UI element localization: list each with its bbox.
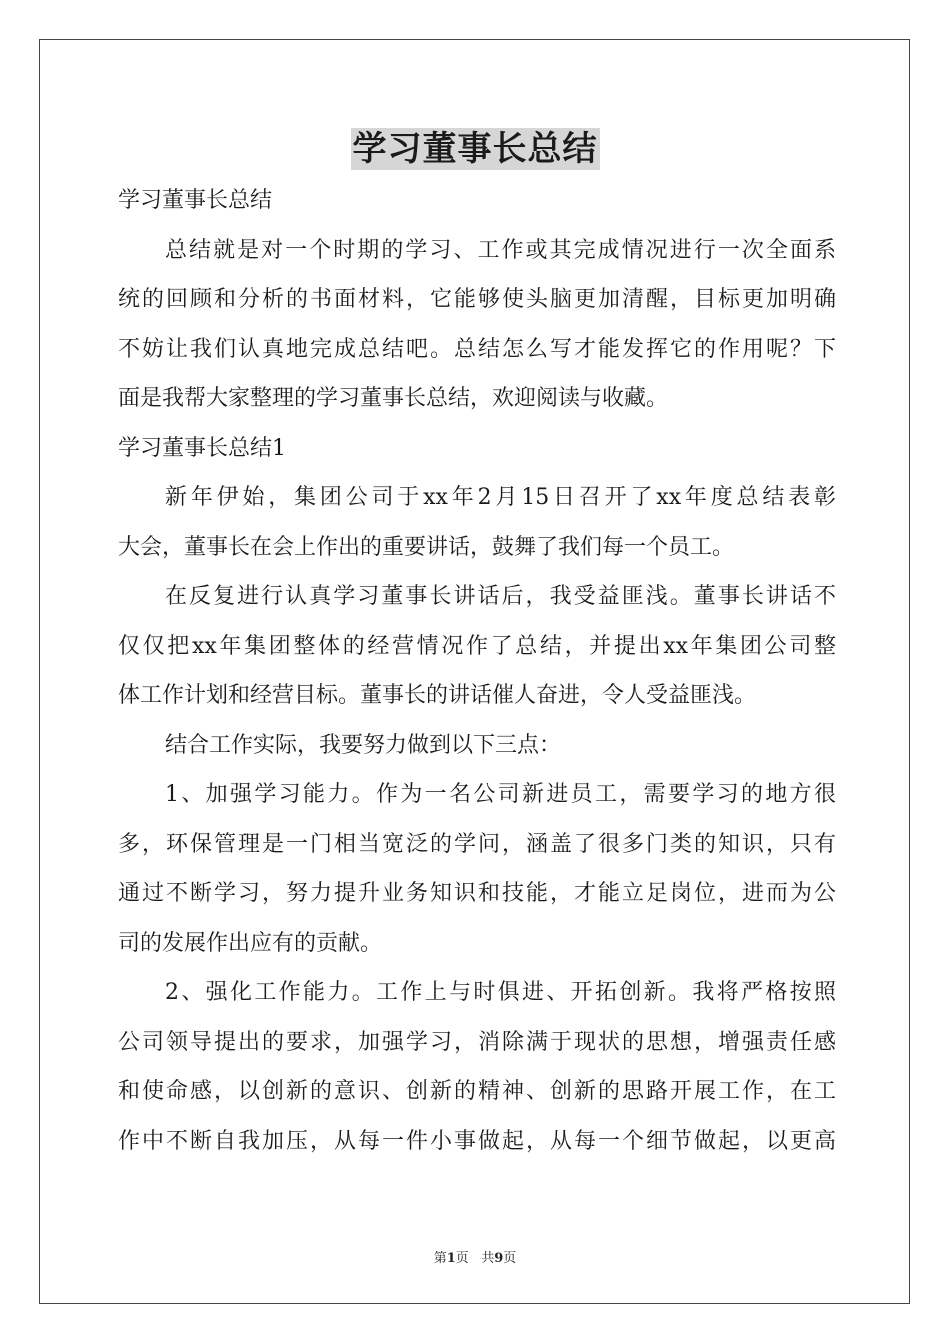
text-line: 面是我帮大家整理的学习董事长总结，欢迎阅读与收藏。	[118, 386, 669, 411]
text-line: 体工作计划和经营目标。董事长的讲话催人奋进，令人受益匪浅。	[118, 683, 757, 708]
text-line: 公司领导提出的要求，加强学习，消除满于现状的思想，增强责任感	[118, 1029, 836, 1055]
page-number: 1	[446, 1251, 456, 1266]
page-footer	[0, 1247, 950, 1266]
text-line: 仅仅把xx年集团整体的经营情况作了总结，并提出xx年集团公司整	[118, 633, 836, 659]
text-line: 结合工作实际，我要努力做到以下三点：	[165, 732, 562, 758]
text-line: 学习董事长总结1	[118, 435, 286, 461]
document-body	[118, 176, 836, 1166]
text-line: 2、强化工作能力。工作上与时俱进、开拓创新。我将严格按照	[165, 980, 836, 1005]
total-pages-prefix: 共	[481, 1251, 495, 1266]
total-pages-suffix: 页	[503, 1251, 517, 1266]
text-line: 通过不断学习，努力提升业务知识和技能，才能立足岗位，进而为公	[118, 881, 836, 906]
title-container	[0, 128, 950, 170]
text-line: 作中不断自我加压，从每一件小事做起，从每一个细节做起，以更高	[118, 1128, 836, 1154]
text-line: 多，环保管理是一门相当宽泛的学问，涵盖了很多门类的知识，只有	[118, 831, 836, 857]
text-line: 司的发展作出应有的贡献。	[118, 930, 383, 956]
text-line: 1、加强学习能力。作为一名公司新进员工，需要学习的地方很	[165, 782, 836, 807]
text-line: 总结就是对一个时期的学习、工作或其完成情况进行一次全面系	[165, 237, 836, 263]
page-number-prefix: 第	[433, 1251, 447, 1266]
text-line: 和使命感，以创新的意识、创新的精神、创新的思路开展工作，在工	[118, 1079, 836, 1104]
total-pages: 9	[494, 1251, 504, 1266]
text-line: 统的回顾和分析的书面材料，它能够使头脑更加清醒，目标更加明确	[118, 287, 836, 312]
page-number-suffix: 页	[455, 1251, 469, 1266]
document-title: 学习董事长总结	[352, 129, 598, 169]
text-line: 学习董事长总结	[118, 188, 273, 213]
text-line: 新年伊始，集团公司于xx年2月15日召开了xx年度总结表彰	[165, 485, 836, 510]
text-line: 不妨让我们认真地完成总结吧。总结怎么写才能发挥它的作用呢？下	[118, 336, 836, 362]
text-line: 大会，董事长在会上作出的重要讲话，鼓舞了我们每一个员工。	[118, 534, 735, 560]
text-line: 在反复进行认真学习董事长讲话后，我受益匪浅。董事长讲话不	[165, 584, 836, 609]
